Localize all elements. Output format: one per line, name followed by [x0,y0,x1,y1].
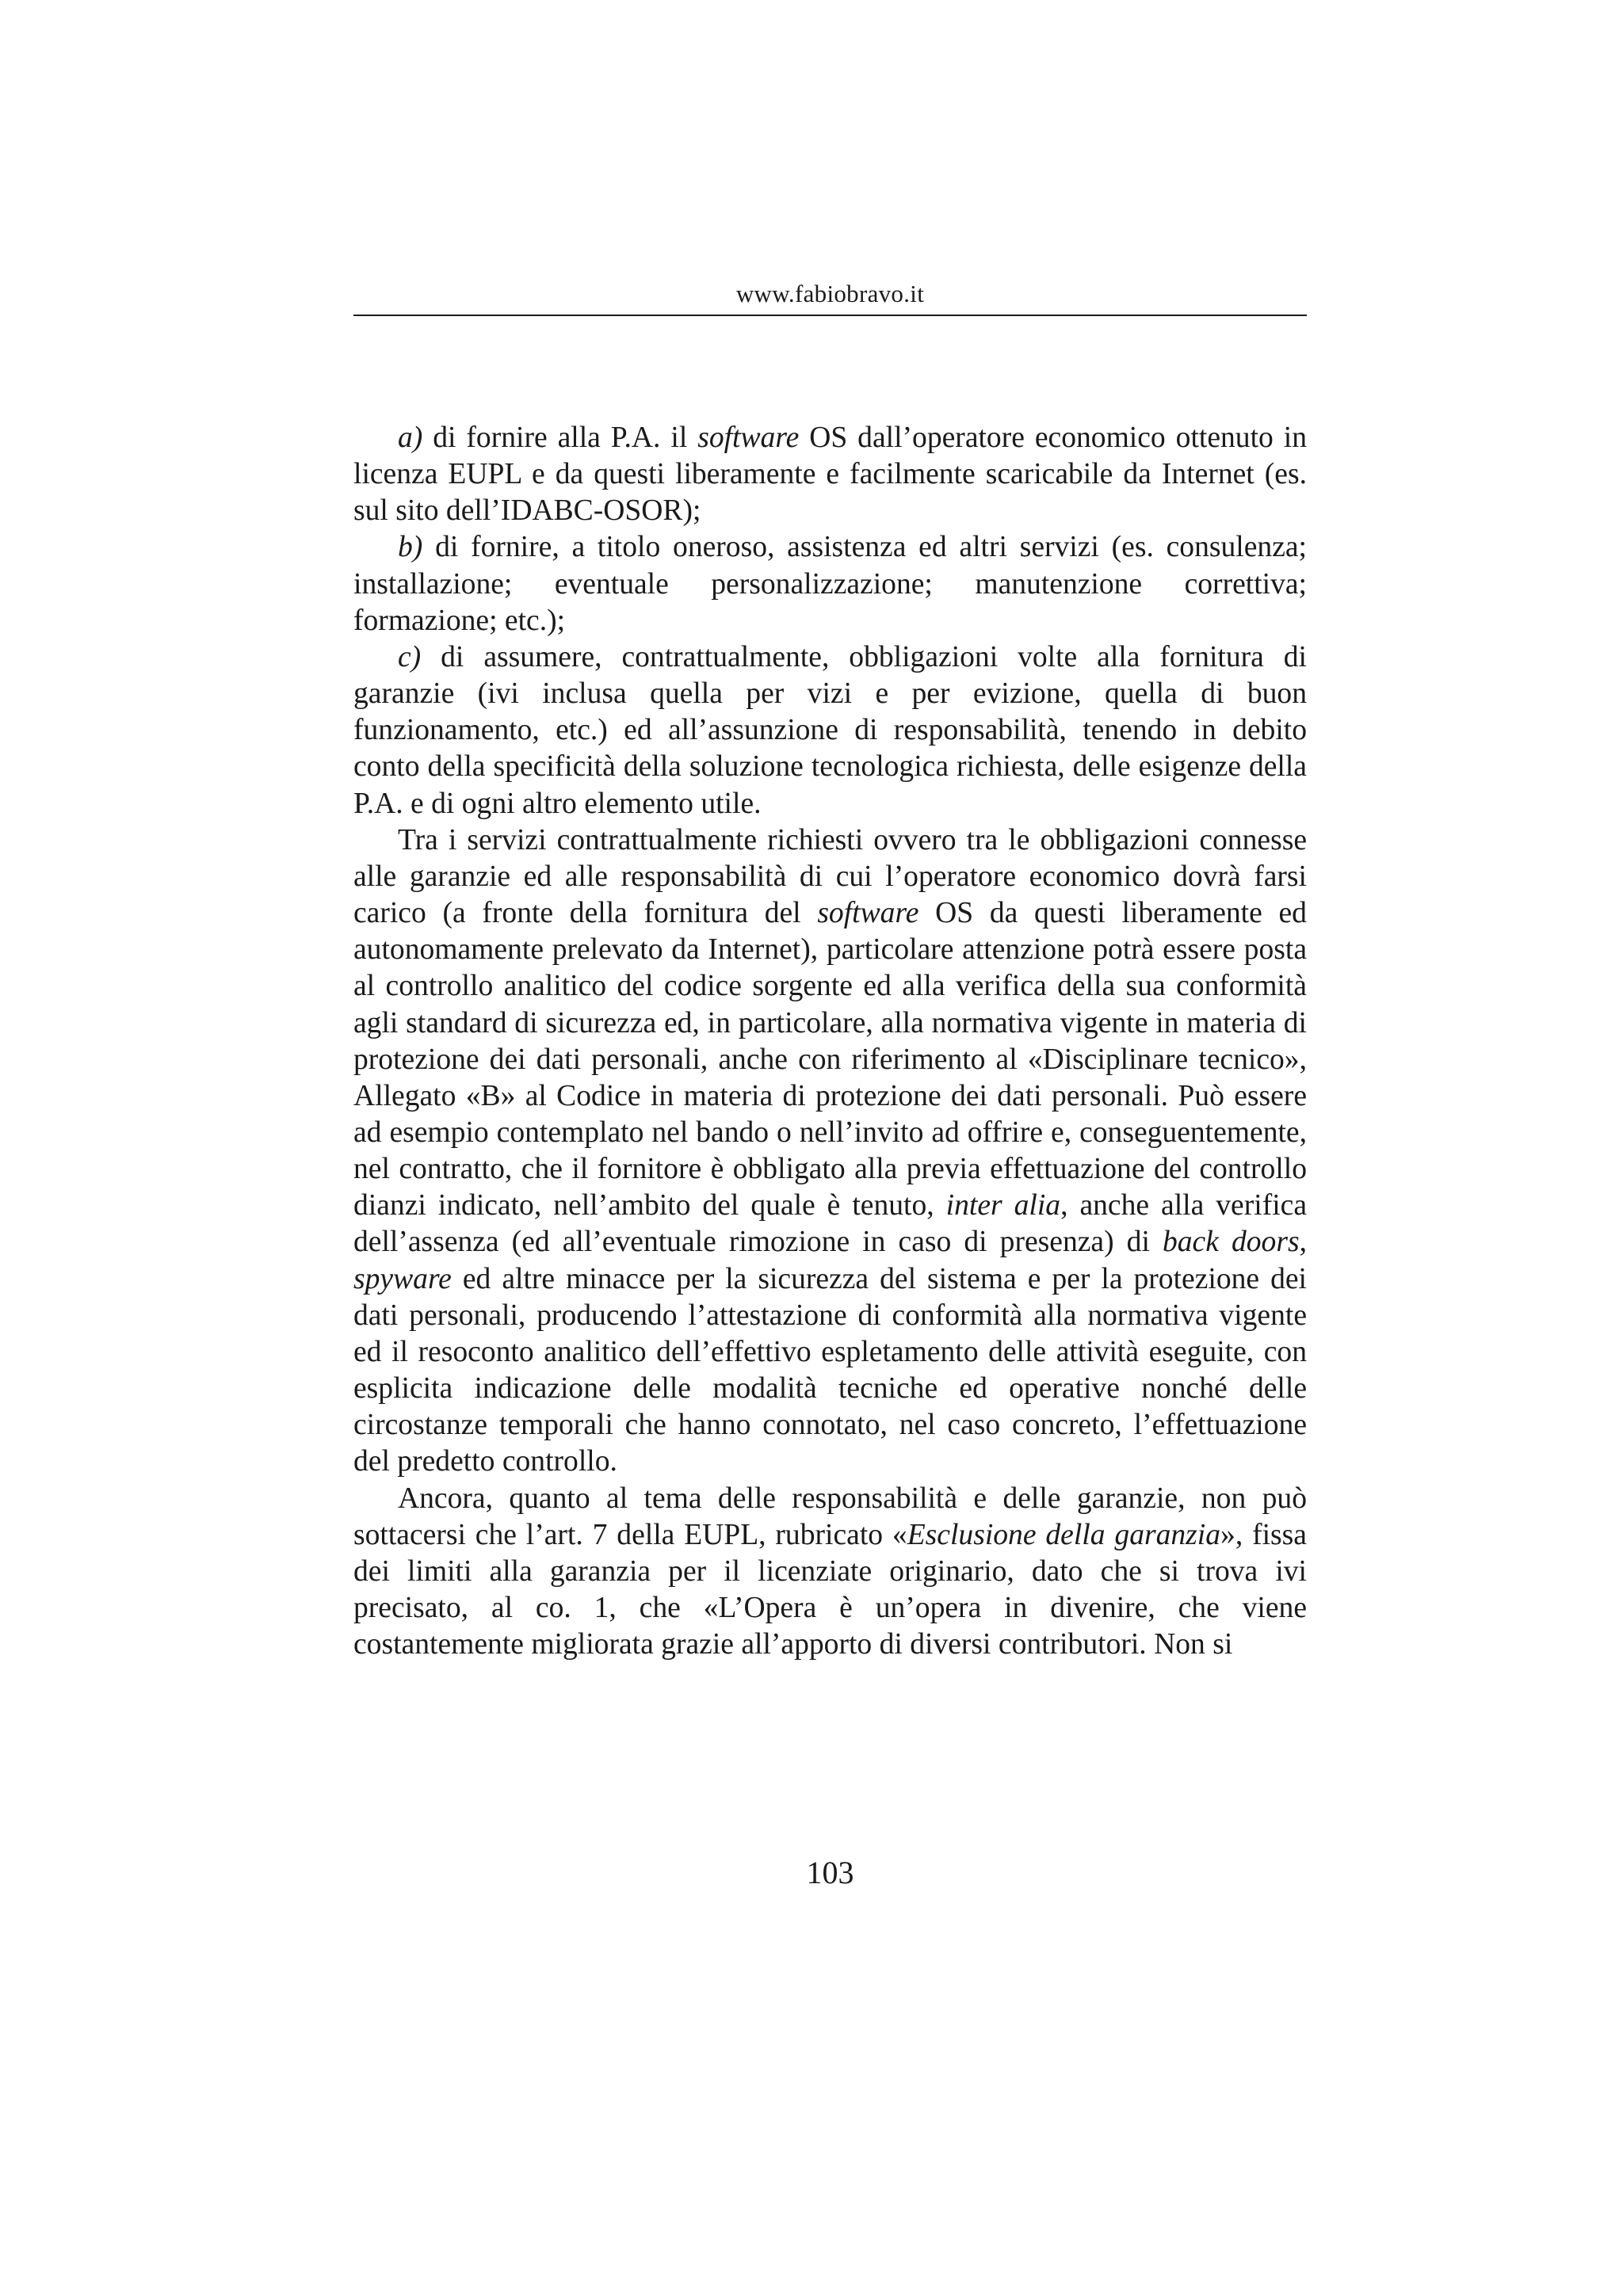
italic-run: software [697,421,800,454]
body-text [353,420,1307,1663]
italic-run: software [817,897,919,930]
text-run: OS da questi liberamente ed autonomamente prelevato da Internet), particolare attenzione potrà essere posta al controllo analitico del codice sorgente ed alla verifica della sua conformità agli standard di sicurezza ed, in particolare, alla normativa vigente in materia di protezione dei dati personali, anche con riferimento al «Disciplinare tecnico», Allegato «B» al Codice in materia di protezione dei dati personali. Può essere ad esempio contemplato nel bando o nell’invito ad offrire e, conseguentemente, nel contratto, che il fornitore è obbligato alla previa effettuazione del controllo dianzi indicato, nell’ambito del quale è tenuto, [353,897,1307,1222]
italic-run: a) [398,421,423,454]
running-header-website: www.fabiobravo.it [735,280,925,307]
italic-run: b) [398,531,423,564]
header-divider [353,315,1307,316]
text-run: Tra i servizi contrattualmente richiesti ovvero tra le obbligazioni connesse alle garanzie ed alle responsabilità di cui l’operatore economico dovrà farsi carico (a fronte della fornitura del [353,823,1307,930]
text-run: ed altre minacce per la sicurezza del sistema e per la protezione dei dati personali, producendo l’attestazione di conformità alla normativa vigente ed il resoconto analitico dell’effettivo espletamento delle attività eseguite, con esplicita indicazione delle modalità tecniche ed operative nonché delle circostanze temporali che hanno connotato, nel caso concreto, l’effettuazione del predetto controllo. [353,1262,1307,1478]
text-run: , [1299,1226,1307,1259]
paragraph-guarantees [353,1481,1307,1664]
italic-run: c) [398,640,422,673]
italic-run: back doors [1162,1226,1300,1259]
paragraph-item-c [353,639,1307,822]
text-run: Ancora, quanto al tema delle responsabilità e delle garanzie, non può sottacersi che l’art. 7 della EUPL, rubricato « [353,1482,1307,1551]
text-run: », fissa dei limiti alla garanzia per il licenziate originario, dato che si trova ivi precisato, al co. 1, che «L’Opera è un’opera in divenire, che viene costantemente migliorata grazie all’apporto di diversi contributori. Non si [353,1518,1307,1661]
paragraph-services [353,822,1307,1481]
italic-run: inter alia [945,1189,1061,1222]
italic-run: Esclusione della garanzia [907,1518,1221,1551]
text-run: di assumere, contrattualmente, obbligazioni volte alla fornitura di garanzie (ivi inclusa quella per vizi e per evizione, quella di buon funzionamento, etc.) ed all’assunzione di responsabilità, tenendo in debito conto della specificità della soluzione tecnologica richiesta, delle esigenze della P.A. e di ogni altro elemento utile. [353,640,1307,820]
text-run: , anche alla verifica dell’assenza (ed all’eventuale rimozione in caso di presenza) di [353,1189,1308,1259]
text-run: di fornire, a titolo oneroso, assistenza ed altri servizi (es. consulenza; installazione; eventuale personalizzazione; manutenzione correttiva; formazione; etc.); [353,531,1307,637]
text-run: OS dall’operatore economico ottenuto in licenza EUPL e da questi liberamente e facilmente scaricabile da Internet (es. sul sito dell’IDABC-OSOR); [353,421,1307,528]
paragraph-item-a [353,420,1307,529]
text-run: di fornire alla P.A. il [422,421,698,454]
paragraph-item-b [353,529,1307,639]
page-number: 103 [806,1855,854,1890]
italic-run: spyware [353,1262,452,1295]
